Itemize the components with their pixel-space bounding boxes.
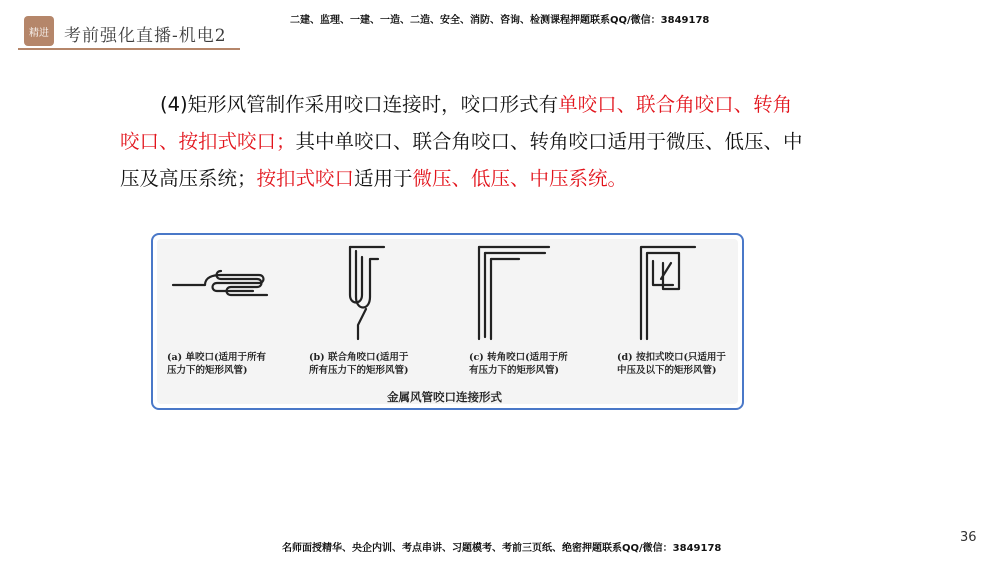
- para-highlight-seam-types: 单咬口、联合角咬口、转角咬口、按扣式咬口；: [120, 93, 793, 153]
- single-seam-diagram: [171, 259, 271, 319]
- course-title: 考前强化直播-机电2: [64, 26, 227, 46]
- para-highlight-snap-seam: 按扣式咬口: [256, 167, 355, 190]
- top-contact-banner: 二建、监理、一建、一造、二造、安全、消防、咨询、检测课程押题联系QQ/微信：3849178: [290, 15, 710, 26]
- caption-c: (c) 转角咬口(适用于所 有压力下的矩形风管): [469, 352, 568, 376]
- figure-title: 金属风管咬口连接形式: [387, 390, 502, 404]
- para-intro: (4)矩形风管制作采用咬口连接时，咬口形式有: [160, 93, 559, 116]
- seam-figure: [151, 233, 744, 410]
- main-paragraph: [120, 86, 810, 197]
- caption-d: (d) 按扣式咬口(只适用于 中压及以下的矩形风管): [617, 352, 726, 376]
- header-divider: [18, 48, 240, 50]
- footer-contact-banner: 名师面授精华、央企内训、考点串讲、习题模考、考前三页纸、绝密押题联系QQ/微信：3849178: [282, 543, 722, 554]
- corner-seam-diagram: [473, 245, 553, 341]
- caption-a: (a) 单咬口(适用于所有 压力下的矩形风管): [167, 352, 266, 376]
- corner-combination-seam-diagram: [342, 245, 402, 341]
- brand-logo: 精进: [24, 16, 54, 46]
- page-number: 36: [960, 530, 977, 545]
- para-applicability: 其中单咬口、联合角咬口、转角咬口适用于微压、低压、中压及高压系统；: [120, 130, 803, 190]
- figure-panel: [157, 239, 738, 404]
- snap-lock-seam-diagram: [633, 245, 703, 341]
- para-highlight-pressure: 微压、低压、中压系统。: [412, 167, 628, 190]
- caption-b: (b) 联合角咬口(适用于 所有压力下的矩形风管): [309, 352, 409, 376]
- para-applies-to: 适用于: [354, 167, 413, 190]
